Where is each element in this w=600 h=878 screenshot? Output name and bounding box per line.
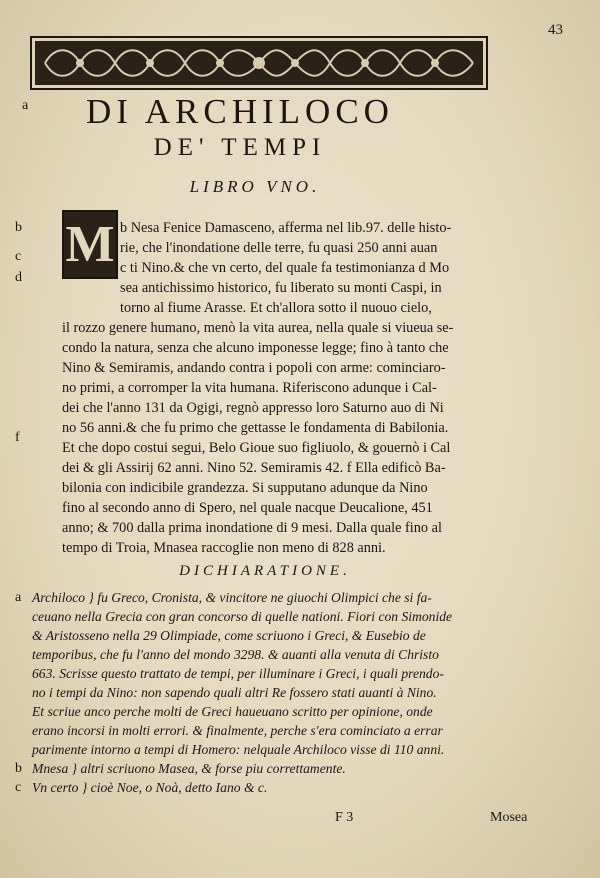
body-line: dei che l'anno 131 da Ogigi, regnò appresso loro Saturno auo di Ni xyxy=(62,400,444,416)
note-line: temporibus, che fu l'anno del mondo 3298. & auanti alla venuta di Christo xyxy=(32,647,439,662)
note-line: & Aristosseno nella 29 Olimpiade, come scriuono i Greci, & Eusebio de xyxy=(32,628,426,643)
note-letter: a xyxy=(15,590,22,605)
body-line: condo la natura, senza che alcuno imponesse legge; fino à tanto che xyxy=(62,340,449,356)
margin-letter: b xyxy=(15,220,22,235)
dichiaratione-heading: DICHIARATIONE. xyxy=(179,563,351,579)
body-line: rie, che l'inondatione delle terre, fu quasi 250 anni auan xyxy=(120,240,438,256)
body-line: Nino & Semiramis, andando contra i popoli con arme: cominciaro- xyxy=(62,360,446,376)
drop-cap-letter: M xyxy=(65,216,115,273)
body-line: sea antichissimo historico, fu liberato su monti Caspi, in xyxy=(120,280,442,296)
signature-mark: F 3 xyxy=(335,810,354,825)
body-line: il rozzo genere humano, menò la vita aurea, nella quale si viueua se- xyxy=(62,320,454,336)
page-subtitle: DE' TEMPI xyxy=(153,134,327,161)
note-line: Archiloco } fu Greco, Cronista, & vincitore ne giuochi Olimpici che si fa- xyxy=(32,590,432,605)
body-line: Et che dopo costui segui, Belo Gioue suo figliuolo, & gouernò i Cal xyxy=(62,440,451,456)
note-line: parimente intorno a tempi di Homero: nelquale Archiloco visse di 110 anni. xyxy=(32,742,445,757)
note-line: no i tempi da Nino: non sapendo quali altri Re fossero stati auanti à Nino. xyxy=(32,685,437,700)
body-line: no 56 anni.& che fu primo che gettasse le fondamenta di Babilonia. xyxy=(62,420,449,436)
body-line: tempo di Troia, Mnasea raccoglie non meno di 828 anni. xyxy=(62,540,386,556)
body-line: b Nesa Fenice Damasceno, afferma nel lib.97. delle histo- xyxy=(120,220,452,236)
margin-letter: d xyxy=(15,270,22,285)
margin-letter: c xyxy=(15,249,22,264)
drop-cap xyxy=(62,210,118,279)
body-line: torno al fiume Arasse. Et ch'allora sotto il nuouo cielo, xyxy=(120,300,432,316)
note-line: Mnesa } altri scriuono Masea, & forse piu correttamente. xyxy=(32,761,346,776)
body-line: bilonia con indicibile grandezza. Si supputano adunque da Nino xyxy=(62,480,428,496)
margin-letter: f xyxy=(15,430,20,445)
note-line: erano incorsi in molti errori. & finalmente, perche s'era cominciato a errar xyxy=(32,723,443,738)
body-line: c ti Nino.& che vn certo, del quale fa testimonianza d Mo xyxy=(120,260,450,276)
title-marker: a xyxy=(22,98,29,113)
page-number: 43 xyxy=(548,22,563,38)
page-title: DI ARCHILOCO xyxy=(86,92,394,131)
body-line: dei & gli Assirij 62 anni. Nino 52. Semiramis 42. f Ella edificò Ba- xyxy=(62,460,446,476)
note-line: Vn certo } cioè Noe, o Noà, detto Iano & c. xyxy=(32,780,268,795)
book-heading: LIBRO VNO. xyxy=(189,177,321,196)
note-line: ceuano nella Grecia con gran concorso di quelle nationi. Fiori con Simonide xyxy=(32,609,453,624)
note-letter: b xyxy=(15,761,22,776)
decorative-headpiece xyxy=(30,36,488,90)
note-line: Et scriue anco perche molti de Greci haueuano scritto per opinione, onde xyxy=(32,704,433,719)
body-line: fino al secondo anno di Spero, nel quale nacque Deucalione, 451 xyxy=(62,500,433,516)
body-line: anno; & 700 dalla prima inondatione di 9 mesi. Dalla quale fino al xyxy=(62,520,442,536)
note-line: 663. Scrisse questo trattato de tempi, per illuminare i Greci, i quali prendo- xyxy=(32,666,444,681)
catchword: Mosea xyxy=(490,810,528,825)
note-letter: c xyxy=(15,780,22,795)
body-line: no primi, a corromper la vita humana. Riferiscono adunque i Cal- xyxy=(62,380,437,396)
